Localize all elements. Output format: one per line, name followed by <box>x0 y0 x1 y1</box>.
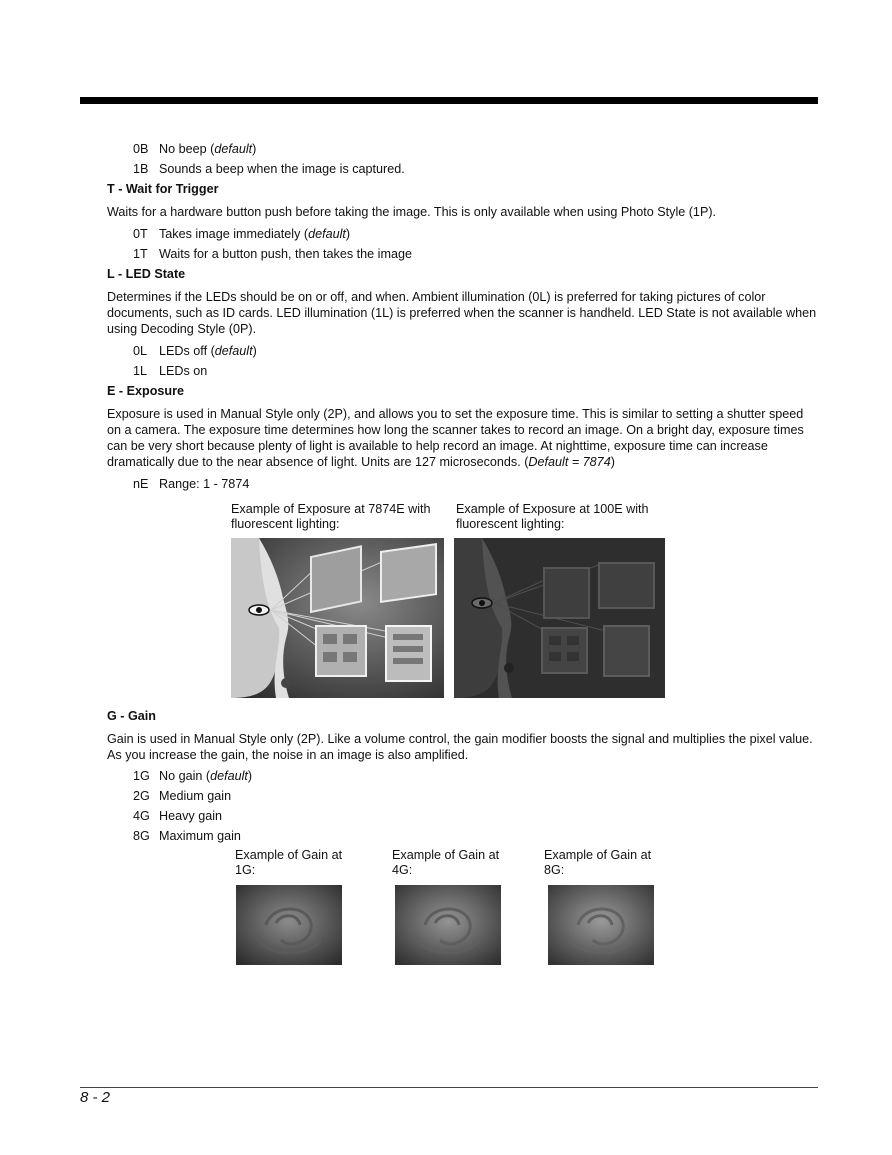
option-0b: 0B No beep (default) <box>133 142 257 156</box>
option-1g: 1G No gain (default) <box>133 769 253 783</box>
trigger-heading: T - Wait for Trigger <box>107 182 219 196</box>
exposure-image-bright <box>231 538 444 698</box>
gain-heading: G - Gain <box>107 709 156 723</box>
exposure-example-caption-1: Example of Exposure at 7874E with fluorescent lighting: <box>231 502 431 531</box>
exposure-description: Exposure is used in Manual Style only (2P), and allows you to set the exposure time. This is similar to setting a shutter speed on a camera. The exposure time determines how long the scanner takes to record an image. On a bright day, exposure times can be very short because plenty of light is available to help record an image. At nighttime, exposure time can increase dramatically due to the near absence of light. Units are 127 microseconds. (Default = 7874) <box>107 407 804 469</box>
option-range: nE Range: 1 - 7874 <box>133 477 250 491</box>
option-1b: 1B Sounds a beep when the image is captured. <box>133 162 405 176</box>
gain-example-caption-2: Example of Gain at 4G: <box>392 848 500 877</box>
gain-example-caption-1: Example of Gain at 1G: <box>235 848 343 877</box>
exposure-image-dark <box>454 538 665 698</box>
option-0t: 0T Takes image immediately (default) <box>133 227 351 241</box>
led-heading: L - LED State <box>107 267 186 281</box>
page-number: 8 - 2 <box>80 1089 111 1106</box>
gain-image-4g <box>395 885 501 965</box>
footer-rule <box>80 1087 818 1088</box>
option-4g: 4G Heavy gain <box>133 809 223 823</box>
header-rule <box>80 97 818 104</box>
exposure-heading: E - Exposure <box>107 384 184 398</box>
gain-description: Gain is used in Manual Style only (2P). Like a volume control, the gain modifier boosts the signal and multiplies the pixel value. As you increase the gain, the noise in an image is also amplified. <box>107 732 813 762</box>
gain-image-1g <box>236 885 342 965</box>
trigger-description: Waits for a hardware button push before taking the image. This is only available when using Photo Style (1P). <box>107 205 717 219</box>
led-description: Determines if the LEDs should be on or off, and when. Ambient illumination (0L) is preferred for taking pictures of color documents, such as ID cards. LED illumination (1L) is preferred when the scanner is handheld. LED State is not available when using Decoding Style (0P). <box>107 290 817 336</box>
option-1t: 1T Waits for a button push, then takes the image <box>133 247 412 261</box>
option-0l: 0L LEDs off (default) <box>133 344 257 358</box>
option-2g: 2G Medium gain <box>133 789 232 803</box>
gain-image-8g <box>548 885 654 965</box>
exposure-example-caption-2: Example of Exposure at 100E with fluorescent lighting: <box>456 502 649 531</box>
gain-example-caption-3: Example of Gain at 8G: <box>544 848 652 877</box>
option-8g: 8G Maximum gain <box>133 829 241 843</box>
option-1l: 1L LEDs on <box>133 364 208 378</box>
